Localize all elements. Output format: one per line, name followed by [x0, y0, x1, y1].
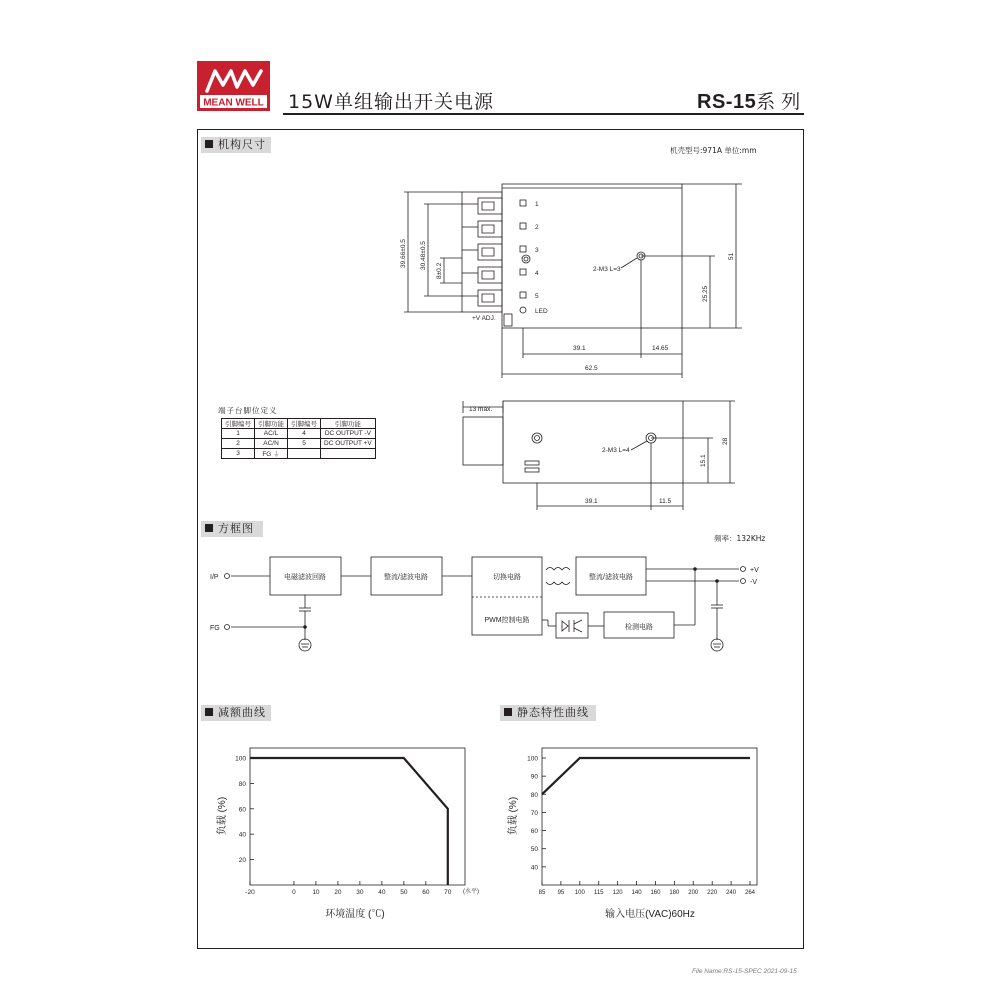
y-tick-label: 100	[235, 755, 246, 763]
x-tick-label: 70	[444, 889, 452, 896]
x-unit-note: (水平)	[463, 889, 479, 895]
pin-table-header	[222, 419, 376, 429]
x-tick-label: 240	[726, 890, 737, 896]
side-dim-total-height: 28	[722, 437, 729, 445]
dim-screw-right: 14.65	[652, 345, 669, 352]
pin-table-title: 端子台脚位定义	[218, 406, 278, 415]
frequency-note: 频率：132KHz	[714, 534, 766, 543]
header-cell: 引脚功能	[321, 419, 376, 429]
x-axis-label: 输入电压(VAC)60Hz	[605, 909, 695, 920]
derating-chart	[205, 740, 495, 925]
series-line	[250, 758, 448, 885]
block-diagram	[205, 550, 775, 660]
side-dim-screw-right: 11.5	[659, 498, 672, 505]
led-label: LED	[535, 308, 548, 315]
logo-text: MEAN WELL	[203, 97, 264, 109]
x-tick-label: 60	[422, 889, 430, 896]
y-tick-label: 90	[530, 773, 538, 781]
table-row	[222, 429, 376, 439]
x-tick-label: 85	[538, 890, 546, 896]
x-tick-label: 140	[631, 890, 642, 896]
case-side-outline	[503, 401, 683, 483]
x-tick-label: 100	[574, 890, 585, 896]
out-neg-label: -V	[750, 579, 757, 586]
pin-number-5: 5	[535, 293, 539, 300]
emi-filter-label: 电磁滤波回路	[284, 574, 326, 581]
y-tick-label: 60	[530, 828, 538, 836]
y-tick-label: 80	[530, 791, 538, 799]
y-tick-label: 80	[238, 780, 246, 788]
header-cell: 引脚编号	[288, 419, 321, 429]
table-cell	[288, 449, 321, 459]
detection-label: 检测电路	[625, 624, 653, 631]
x-tick-label: 160	[650, 890, 661, 896]
vadj-label: +V ADJ.	[472, 315, 496, 322]
x-tick-label: 50	[400, 889, 408, 896]
dim-screw-x: 39.1	[573, 345, 586, 352]
x-tick-label: 10	[312, 889, 320, 896]
x-tick-label: 0	[292, 889, 296, 896]
header-rule	[283, 113, 804, 115]
dim-screw-height: 25.25	[702, 285, 709, 302]
bullet-square-icon	[205, 524, 213, 532]
fg-label: FG	[210, 625, 220, 632]
pin-number-2: 2	[535, 224, 539, 231]
side-view-drawing	[455, 395, 755, 515]
series-name	[697, 87, 800, 114]
dim-total-width: 62.5	[585, 365, 598, 372]
series-model: RS-15	[697, 91, 757, 113]
y-axis-label: 负载 (%)	[217, 796, 228, 836]
dim-height-inner: 30.48±0.5	[420, 241, 427, 270]
terminal-side	[463, 417, 503, 465]
top-view-drawing	[390, 178, 760, 383]
table-cell: AC/N	[255, 439, 288, 449]
section-mechanical	[201, 137, 271, 153]
plot-area	[250, 748, 465, 885]
vadj-pot	[504, 314, 512, 326]
table-row	[222, 439, 376, 449]
rectifier-out-label: 整流/滤波电路	[589, 574, 633, 581]
bullet-square-icon	[205, 708, 213, 716]
y-axis-label: 负载 (%)	[508, 796, 519, 836]
pin-number-4: 4	[535, 270, 539, 277]
case-note: 机壳型号:971A 单位:mm	[670, 146, 757, 155]
series-suffix: 系 列	[756, 91, 801, 113]
dim-terminal-max: 13 max.	[469, 406, 493, 413]
x-tick-label: 30	[356, 889, 364, 896]
y-tick-label: 40	[530, 864, 538, 872]
section-derating	[201, 705, 271, 721]
static-chart	[500, 740, 770, 925]
x-tick-label: 95	[557, 890, 565, 896]
header-cell: 引脚编号	[222, 419, 255, 429]
section-static	[500, 705, 596, 721]
switching-label: 切换电路	[493, 574, 521, 581]
x-tick-label: 200	[688, 890, 699, 896]
pin-number-1: 1	[535, 201, 539, 208]
table-cell: 5	[288, 439, 321, 449]
y-tick-label: 70	[530, 809, 538, 817]
document-title: 15W单组输出开关电源	[288, 91, 494, 113]
terminal-screws	[462, 198, 502, 306]
dim-height-outer: 39.66±0.5	[400, 239, 407, 268]
x-tick-label: 20	[334, 889, 342, 896]
out-pos-label: +V	[750, 567, 759, 574]
table-row	[222, 449, 376, 459]
mean-well-logo	[197, 61, 270, 111]
section-block-diagram	[201, 521, 263, 537]
x-tick-label: 220	[707, 890, 718, 896]
y-tick-label: 60	[238, 806, 246, 814]
section-derating-label: 减额曲线	[218, 706, 266, 719]
section-static-label: 静态特性曲线	[517, 706, 589, 719]
x-tick-label: -20	[245, 889, 255, 896]
y-tick-label: 20	[238, 857, 246, 865]
table-cell: 2	[222, 439, 255, 449]
input-label: I/P	[210, 574, 219, 581]
x-tick-label: 120	[612, 890, 623, 896]
x-axis-label: 环境温度 (℃)	[325, 909, 385, 920]
x-tick-label: 264	[744, 890, 756, 896]
plot-area	[542, 748, 757, 885]
header-cell: 引脚功能	[255, 419, 288, 429]
rectifier-in-label: 整流/滤波电路	[384, 574, 428, 581]
bullet-square-icon	[504, 708, 512, 716]
table-cell: DC OUTPUT +V	[321, 439, 376, 449]
led-hole	[520, 307, 526, 313]
table-cell	[321, 449, 376, 459]
table-cell: 1	[222, 429, 255, 439]
table-cell: 3	[222, 449, 255, 459]
side-screw-note: 2-M3 L=4	[602, 447, 630, 454]
section-mechanical-label: 机构尺寸	[218, 138, 266, 151]
table-cell: 4	[288, 429, 321, 439]
x-tick-label: 180	[669, 890, 680, 896]
table-cell: DC OUTPUT -V	[321, 429, 376, 439]
dim-pitch: 8±0.2	[436, 262, 443, 279]
dim-total-height: 51	[728, 252, 735, 260]
y-tick-label: 40	[238, 831, 246, 839]
bullet-square-icon	[205, 140, 213, 148]
logo-mark	[197, 61, 270, 111]
table-cell: FG ⏚	[255, 449, 288, 459]
side-dim-screw-x: 39.1	[585, 498, 598, 505]
file-name: File Name:RS-15-SPEC 2021-09-15	[692, 968, 797, 975]
x-tick-label: 115	[593, 890, 604, 896]
top-screw-note: 2-M3 L=3	[593, 266, 621, 273]
series-line	[542, 758, 750, 794]
table-cell: AC/L	[255, 429, 288, 439]
y-tick-label: 100	[527, 755, 538, 763]
x-tick-label: 40	[378, 889, 386, 896]
pin-table	[221, 418, 376, 459]
y-tick-label: 50	[530, 846, 538, 854]
pin-markers	[520, 200, 526, 298]
side-dim-screw-height: 15.1	[700, 454, 707, 467]
section-block-label: 方框图	[218, 522, 254, 535]
pwm-label: PWM控制电路	[484, 617, 530, 624]
pin-number-3: 3	[535, 247, 539, 254]
optocoupler-box	[556, 613, 588, 638]
